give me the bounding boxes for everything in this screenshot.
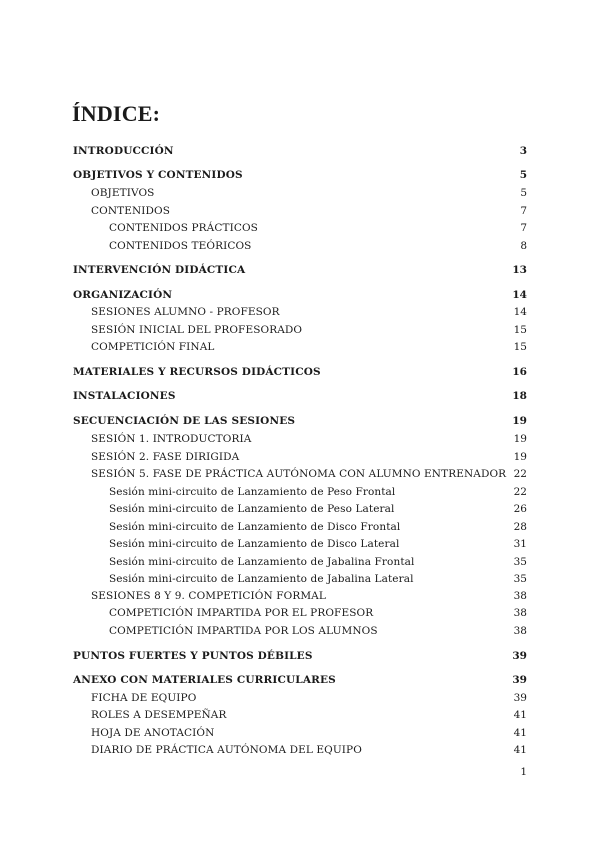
toc-entry-sesion-2[interactable]: [0, 449, 600, 466]
toc-entry-sesiones-8-9[interactable]: [0, 588, 600, 605]
page-title: ÍNDICE:: [72, 101, 161, 126]
toc-entry-page: 5: [520, 187, 527, 199]
toc-entry-page: 22: [513, 468, 527, 480]
toc-entry-page: 22: [513, 486, 527, 498]
toc-entry-label: CONTENIDOS TEÓRICOS: [109, 240, 252, 252]
toc-entry-label: ANEXO CON MATERIALES CURRICULARES: [73, 674, 336, 686]
toc-entry-page: 39: [512, 674, 527, 686]
toc-entry-label: ORGANIZACIÓN: [73, 289, 173, 301]
toc-entry-sesion-5[interactable]: [0, 466, 600, 483]
toc-entry-label: SECUENCIACIÓN DE LAS SESIONES: [73, 415, 296, 427]
toc-entry-page: 14: [513, 306, 527, 318]
toc-entry-page: 13: [512, 264, 527, 276]
toc-entry-secuenciacion-sesiones[interactable]: [0, 413, 600, 430]
toc-entry-label: INTRODUCCIÓN: [73, 145, 174, 157]
toc-entry-label: COMPETICIÓN IMPARTIDA POR EL PROFESOR: [109, 607, 374, 619]
toc-entry-page: 38: [513, 590, 527, 602]
toc-entry-label: SESIÓN 1. INTRODUCTORIA: [91, 433, 252, 445]
toc-entry-label: SESIÓN 5. FASE DE PRÁCTICA AUTÓNOMA CON ALUMNO ENTRENADOR: [91, 468, 507, 480]
toc-entry-competicion-alumnos[interactable]: [0, 623, 600, 640]
toc-entry-label: Sesión mini-circuito de Lanzamiento de Disco Frontal: [109, 521, 401, 533]
toc-entry-page: 38: [513, 607, 527, 619]
toc-entry-label: ROLES A DESEMPEÑAR: [91, 709, 227, 721]
toc-entry-page: 39: [512, 650, 527, 662]
toc-entry-introduccion[interactable]: [0, 143, 600, 160]
toc-entry-peso-frontal[interactable]: [0, 484, 600, 501]
toc-entry-label: Sesión mini-circuito de Lanzamiento de Disco Lateral: [109, 538, 400, 550]
toc-entry-competicion-profesor[interactable]: [0, 605, 600, 622]
toc-entry-instalaciones[interactable]: [0, 388, 600, 405]
toc-entry-organizacion[interactable]: [0, 287, 600, 304]
toc-entry-page: 18: [512, 390, 527, 402]
toc-entry-label: Sesión mini-circuito de Lanzamiento de Jabalina Frontal: [109, 556, 415, 568]
toc-entry-page: 39: [513, 692, 527, 704]
toc-entry-label: SESIÓN 2. FASE DIRIGIDA: [91, 451, 240, 463]
toc-entry-page: 8: [520, 240, 527, 252]
toc-entry-label: SESIONES 8 Y 9. COMPETICIÓN FORMAL: [91, 590, 326, 602]
toc-entry-peso-lateral[interactable]: [0, 501, 600, 518]
toc-entry-puntos-fuertes-debiles[interactable]: [0, 648, 600, 665]
toc-entry-label: DIARIO DE PRÁCTICA AUTÓNOMA DEL EQUIPO: [91, 744, 362, 756]
toc-entry-page: 15: [513, 341, 527, 353]
toc-entry-page: 28: [513, 521, 527, 533]
toc-entry-label: INSTALACIONES: [73, 390, 176, 402]
toc-entry-disco-lateral[interactable]: [0, 536, 600, 553]
toc-entry-page: 41: [513, 709, 527, 721]
toc-entry-page: 35: [513, 573, 527, 585]
page-number: 1: [520, 766, 527, 778]
toc-entry-competicion-final[interactable]: [0, 339, 600, 356]
toc-entry-ficha-equipo[interactable]: [0, 690, 600, 707]
toc-entry-jabalina-lateral[interactable]: [0, 571, 600, 588]
toc-entry-label: Sesión mini-circuito de Lanzamiento de Peso Frontal: [109, 486, 396, 498]
toc-entry-intervencion-didactica[interactable]: [0, 262, 600, 279]
toc-entry-page: 16: [512, 366, 527, 378]
toc-entry-page: 19: [513, 451, 527, 463]
toc-entry-jabalina-frontal[interactable]: [0, 554, 600, 571]
toc-entry-label: INTERVENCIÓN DIDÁCTICA: [73, 264, 246, 276]
toc-entry-hoja-anotacion[interactable]: [0, 725, 600, 742]
toc-entry-label: PUNTOS FUERTES Y PUNTOS DÉBILES: [73, 650, 313, 662]
toc-entry-label: COMPETICIÓN FINAL: [91, 341, 215, 353]
toc-entry-label: MATERIALES Y RECURSOS DIDÁCTICOS: [73, 366, 321, 378]
toc-entry-roles[interactable]: [0, 707, 600, 724]
toc-entry-page: 19: [513, 433, 527, 445]
toc-entry-objetivos[interactable]: [0, 185, 600, 202]
toc-entry-label: SESIONES ALUMNO - PROFESOR: [91, 306, 280, 318]
toc-entry-label: Sesión mini-circuito de Lanzamiento de Jabalina Lateral: [109, 573, 414, 585]
toc-entry-page: 35: [513, 556, 527, 568]
toc-entry-sesion-1[interactable]: [0, 431, 600, 448]
toc-entry-sesion-inicial-profesorado[interactable]: [0, 322, 600, 339]
toc-entry-page: 15: [513, 324, 527, 336]
toc-entry-contenidos-practicos[interactable]: [0, 220, 600, 237]
toc-entry-page: 38: [513, 625, 527, 637]
toc-entry-page: 7: [520, 205, 527, 217]
toc-entry-contenidos[interactable]: [0, 203, 600, 220]
toc-entry-page: 41: [513, 744, 527, 756]
toc-entry-label: COMPETICIÓN IMPARTIDA POR LOS ALUMNOS: [109, 625, 378, 637]
toc-entry-page: 41: [513, 727, 527, 739]
toc-entry-label: OBJETIVOS Y CONTENIDOS: [73, 169, 243, 181]
toc-entry-page: 3: [519, 145, 527, 157]
toc-entry-page: 26: [513, 503, 527, 515]
toc-entry-page: 14: [512, 289, 527, 301]
toc-entry-label: HOJA DE ANOTACIÓN: [91, 727, 215, 739]
toc-entry-page: 31: [513, 538, 527, 550]
toc-entry-diario-practica[interactable]: [0, 742, 600, 759]
toc-entry-label: CONTENIDOS: [91, 205, 171, 217]
toc-entry-label: FICHA DE EQUIPO: [91, 692, 197, 704]
toc-entry-materiales-recursos[interactable]: [0, 364, 600, 381]
toc-entry-page: 7: [520, 222, 527, 234]
toc-entry-contenidos-teoricos[interactable]: [0, 238, 600, 255]
toc-entry-label: SESIÓN INICIAL DEL PROFESORADO: [91, 324, 303, 336]
toc-entry-anexo-materiales[interactable]: [0, 672, 600, 689]
toc-entry-label: CONTENIDOS PRÁCTICOS: [109, 222, 258, 234]
toc-entry-label: Sesión mini-circuito de Lanzamiento de Peso Lateral: [109, 503, 395, 515]
toc-entry-page: 5: [519, 169, 527, 181]
toc-entry-objetivos-y-contenidos[interactable]: [0, 167, 600, 184]
toc-entry-label: OBJETIVOS: [91, 187, 155, 199]
toc-entry-disco-frontal[interactable]: [0, 519, 600, 536]
toc-entry-page: 19: [512, 415, 527, 427]
toc-entry-sesiones-alumno-profesor[interactable]: [0, 304, 600, 321]
